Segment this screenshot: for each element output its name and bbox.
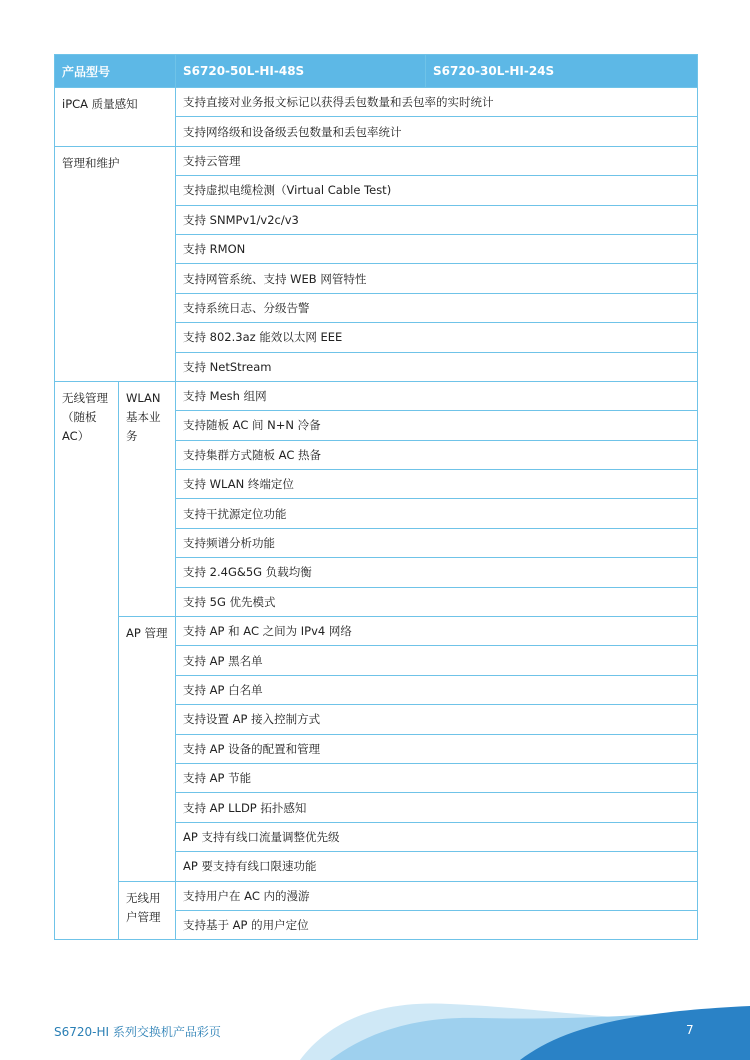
feature-cell: 支持基于 AP 的用户定位 [176,910,698,939]
category-wireless-line: （随板 [62,409,97,424]
subcategory-ap-management: AP 管理 [119,617,176,882]
feature-cell: AP 要支持有线口限速功能 [176,852,698,881]
subcategory-user-line: 户管理 [126,909,161,924]
feature-cell: 支持频谱分析功能 [176,528,698,557]
feature-cell: 支持系统日志、分级告警 [176,293,698,322]
feature-cell: 支持 AP 白名单 [176,675,698,704]
feature-cell: 支持 2.4G&5G 负载均衡 [176,558,698,587]
feature-cell: 支持 AP 黑名单 [176,646,698,675]
header-model-48s: S6720-50L-HI-48S [176,55,426,88]
feature-cell: 支持 802.3az 能效以太网 EEE [176,323,698,352]
subcategory-wlan-line: 基本业 [126,409,161,424]
category-wireless-line: 无线管理 [62,390,108,405]
table-row [55,381,698,410]
feature-cell: 支持 WLAN 终端定位 [176,470,698,499]
feature-cell: 支持网络级和设备级丢包数量和丢包率统计 [176,117,698,146]
feature-cell: 支持设置 AP 接入控制方式 [176,705,698,734]
category-management: 管理和维护 [55,146,176,381]
page-number: 7 [686,1023,694,1037]
feature-cell: 支持随板 AC 间 N+N 冷备 [176,411,698,440]
feature-cell: 支持干扰源定位功能 [176,499,698,528]
table-row [55,881,698,910]
feature-cell: AP 支持有线口流量调整优先级 [176,822,698,851]
subcategory-user-management [119,881,176,940]
feature-cell: 支持集群方式随板 AC 热备 [176,440,698,469]
feature-cell: 支持用户在 AC 内的漫游 [176,881,698,910]
feature-cell: 支持 NetStream [176,352,698,381]
feature-cell: 支持 RMON [176,234,698,263]
feature-cell: 支持 AP 节能 [176,763,698,792]
table-header-row [55,55,698,88]
subcategory-user-line: 无线用 [126,890,161,905]
feature-cell: 支持 AP LLDP 拓扑感知 [176,793,698,822]
subcategory-wlan [119,381,176,616]
spec-table [54,54,698,940]
feature-cell: 支持虚拟电缆检测（Virtual Cable Test) [176,176,698,205]
feature-cell: 支持 AP 和 AC 之间为 IPv4 网络 [176,617,698,646]
feature-cell: 支持 5G 优先模式 [176,587,698,616]
category-ipca: iPCA 质量感知 [55,88,176,147]
feature-cell: 支持 Mesh 组网 [176,381,698,410]
feature-cell: 支持 AP 设备的配置和管理 [176,734,698,763]
footer-title: S6720-HI 系列交换机产品彩页 [54,1025,221,1039]
feature-cell: 支持云管理 [176,146,698,175]
feature-cell: 支持直接对业务报文标记以获得丢包数量和丢包率的实时统计 [176,88,698,117]
feature-cell: 支持 SNMPv1/v2c/v3 [176,205,698,234]
header-product-model: 产品型号 [55,55,176,88]
subcategory-wlan-line: 务 [126,428,138,443]
category-wireless [55,381,119,939]
feature-cell: 支持网管系统、支持 WEB 网管特性 [176,264,698,293]
table-row [55,146,698,175]
header-model-24s: S6720-30L-HI-24S [426,55,698,88]
table-row [55,88,698,117]
table-row [55,617,698,646]
category-wireless-line: AC） [62,428,90,443]
subcategory-wlan-line: WLAN [126,390,161,405]
